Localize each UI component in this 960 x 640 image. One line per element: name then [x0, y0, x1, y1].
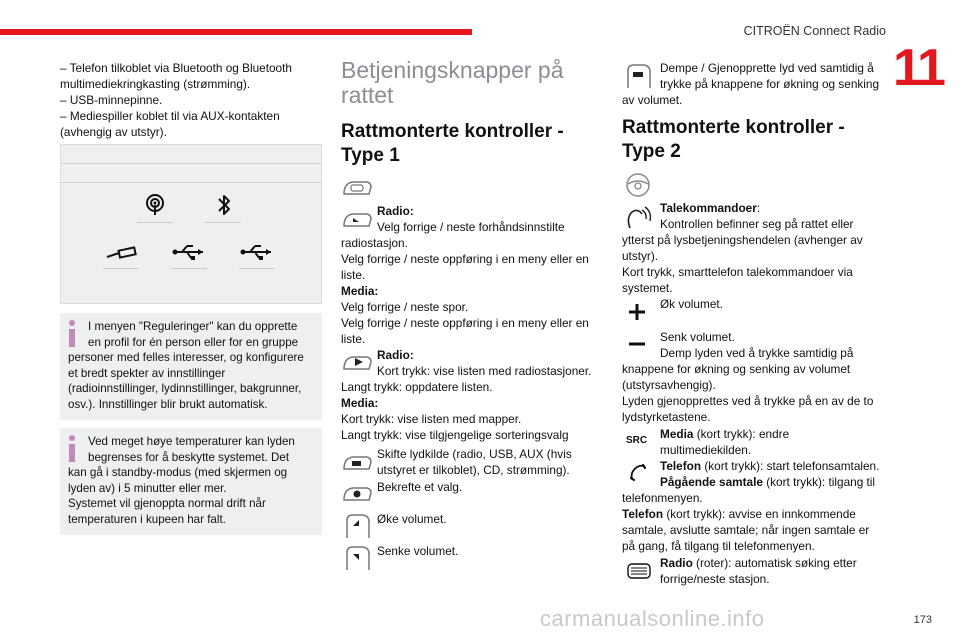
text: Dempe / Gjenopprette lyd ved samtidig å — [660, 61, 874, 75]
list-item: – USB-minnepinne. — [60, 93, 163, 107]
list-item: (avhengig av utstyr). — [60, 125, 167, 139]
radio-scan-text — [622, 555, 890, 587]
mute-text — [622, 60, 890, 108]
page-number: 173 — [913, 614, 932, 626]
text: liste. — [341, 332, 366, 346]
voice-text — [622, 200, 890, 296]
volume-down-text — [341, 543, 603, 559]
label: Media: — [341, 284, 379, 298]
text: Skifte lydkilde (radio, USB, AUX (hvis — [377, 447, 572, 461]
text: knappene for økning og senking av volumet — [622, 362, 851, 376]
figure-band — [61, 164, 321, 183]
info-text: osv.). Innstillinger blir brukt automatisk. — [68, 397, 268, 411]
type1-heading — [341, 120, 603, 168]
text: (kort trykk): start telefonsamtalen. — [701, 459, 880, 473]
text: Langt trykk: vise tilgjengelige sorteringsvalg — [341, 428, 569, 442]
text: Demp lyden ved å trykke samtidig på — [660, 346, 854, 360]
label: Pågående samtale — [660, 475, 763, 489]
volume-up-text — [622, 296, 890, 312]
label: Radio: — [377, 204, 414, 218]
info-icon — [64, 434, 80, 464]
subsection-title: Type 1 — [341, 145, 400, 166]
info-icon — [64, 319, 80, 349]
label: Radio: — [377, 348, 414, 362]
info-box — [60, 313, 322, 420]
text: trykke på knappene for økning og senking — [660, 77, 880, 91]
info-text: personer med felles interesser, og konfigurere — [68, 351, 304, 364]
subsection-title: Type 2 — [622, 141, 681, 162]
volume-down-text — [622, 329, 890, 425]
figure-band — [61, 145, 321, 164]
header-accent-bar — [0, 29, 472, 35]
text: (kort trykk): tilgang til — [762, 475, 876, 489]
text: samtale, avslutte samtale; når ingen samtale er — [622, 523, 870, 537]
text: Kontrollen befinner seg på rattet eller — [660, 217, 854, 231]
text: Velg forrige / neste forhåndsinnstilte — [377, 220, 565, 234]
info-text: (radioinnstillinger, lydinnstillinger, bakgrunner, — [68, 382, 302, 395]
text: Kort trykk: vise listen med mapper. — [341, 412, 522, 426]
src-button-icon: SRC — [626, 435, 648, 446]
text: ytterst på lysbetjeningshendelen (avhenger av — [622, 233, 863, 247]
text: (kort trykk): endre — [693, 427, 790, 441]
divider — [239, 268, 275, 269]
bluetooth-icon — [207, 193, 241, 219]
divider — [171, 268, 207, 269]
section-heading — [341, 58, 603, 108]
text: telefonmenyen. — [622, 491, 703, 505]
label: Talekommandoer — [660, 201, 757, 215]
text: Velg forrige / neste spor. — [341, 300, 469, 314]
text: systemet. — [622, 281, 673, 295]
list-item: – Telefon tilkoblet via Bluetooth og Bluetooth — [60, 61, 292, 75]
info-text: Systemet vil gjenoppta normal drift når — [68, 497, 266, 510]
list-text — [341, 347, 603, 443]
telephone-text — [622, 458, 890, 554]
text: Bekrefte et valg. — [377, 480, 463, 494]
list-item: – Mediespiller koblet til via AUX-kontakten — [60, 109, 280, 123]
text: (utstyrsavhengig). — [622, 378, 716, 392]
text: Kort trykk, smarttelefon talekommandoer via — [622, 265, 853, 279]
text: av volumet. — [622, 93, 683, 107]
watermark: carmanualsonline.info — [540, 606, 765, 631]
info-text: et bredt spekter av innstillinger — [68, 366, 226, 380]
label: Radio — [660, 556, 693, 570]
usb-icon — [240, 241, 274, 267]
info-text: temperaturen i kupeen har falt. — [68, 512, 226, 526]
info-text: en profil for én person eller for en gruppe — [88, 335, 299, 349]
volume-up-text — [341, 511, 603, 527]
text: Øk volumet. — [660, 297, 723, 311]
subsection-title: Rattmonterte kontroller - — [341, 121, 564, 142]
text: på gang, få tilgang til telefonmenyen. — [622, 539, 815, 553]
text: (roter): automatisk søking etter — [692, 556, 857, 570]
text: liste. — [341, 268, 366, 282]
text: lydstyrketastene. — [622, 410, 711, 424]
text: multimediekilden. — [660, 443, 752, 457]
steering-wheel-icon — [622, 172, 654, 198]
text: radiostasjon. — [341, 236, 408, 250]
section-title: rattet — [341, 82, 394, 108]
info-text: Ved meget høye temperaturer kan lyden — [88, 435, 295, 448]
chapter-number: 11 — [893, 39, 944, 97]
radio-media-text — [341, 203, 603, 347]
type2-heading — [622, 116, 890, 164]
divider — [103, 268, 139, 269]
podcast-icon — [138, 193, 172, 219]
label: Telefon — [622, 507, 664, 521]
info-text: I menyen "Reguleringer" kan du opprette — [88, 320, 298, 333]
info-text: kan gå i standby-modus (med skjermen og — [68, 466, 288, 479]
info-text: lyden av) i 5 minutter eller mer. — [68, 481, 227, 495]
info-text: begrenses for å beskytte systemet. Det — [88, 450, 290, 464]
steering-control-icon — [341, 177, 373, 199]
text: : — [756, 201, 761, 215]
label: Media: — [341, 396, 379, 410]
list-item: multimediekringkasting (strømming). — [60, 77, 251, 91]
label: Media — [660, 427, 694, 441]
divider — [205, 222, 241, 223]
label: Telefon — [660, 459, 702, 473]
aux-plug-icon — [105, 243, 139, 269]
text: Lyden gjenopprettes ved å trykke på en av de to — [622, 394, 874, 408]
header-title: CITROËN Connect Radio — [743, 24, 886, 38]
subsection-title: Rattmonterte kontroller - — [622, 117, 845, 138]
text: Velg forrige / neste oppføring i en meny eller en — [341, 252, 589, 266]
text: Velg forrige / neste oppføring i en meny eller en — [341, 316, 589, 330]
text: (kort trykk): avvise en innkommende — [663, 507, 856, 521]
text: utstyr). — [622, 249, 659, 263]
confirm-text — [341, 479, 603, 495]
source-icons-figure — [60, 144, 322, 304]
text: Senk volumet. — [660, 330, 735, 344]
divider — [137, 222, 173, 223]
usb-icon — [172, 241, 206, 267]
text: Senke volumet. — [377, 544, 459, 558]
section-title: Betjeningsknapper på — [341, 57, 564, 83]
text: forrige/neste stasjon. — [660, 572, 770, 586]
src-text — [622, 426, 890, 458]
text: Kort trykk: vise listen med radiostasjoner. — [377, 364, 592, 378]
info-box — [60, 428, 322, 535]
source-text — [341, 446, 603, 478]
source-list — [60, 60, 322, 140]
text: utstyret er tilkoblet), CD, strømming). — [377, 463, 570, 477]
text: Øke volumet. — [377, 512, 447, 526]
text: Langt trykk: oppdatere listen. — [341, 380, 493, 394]
